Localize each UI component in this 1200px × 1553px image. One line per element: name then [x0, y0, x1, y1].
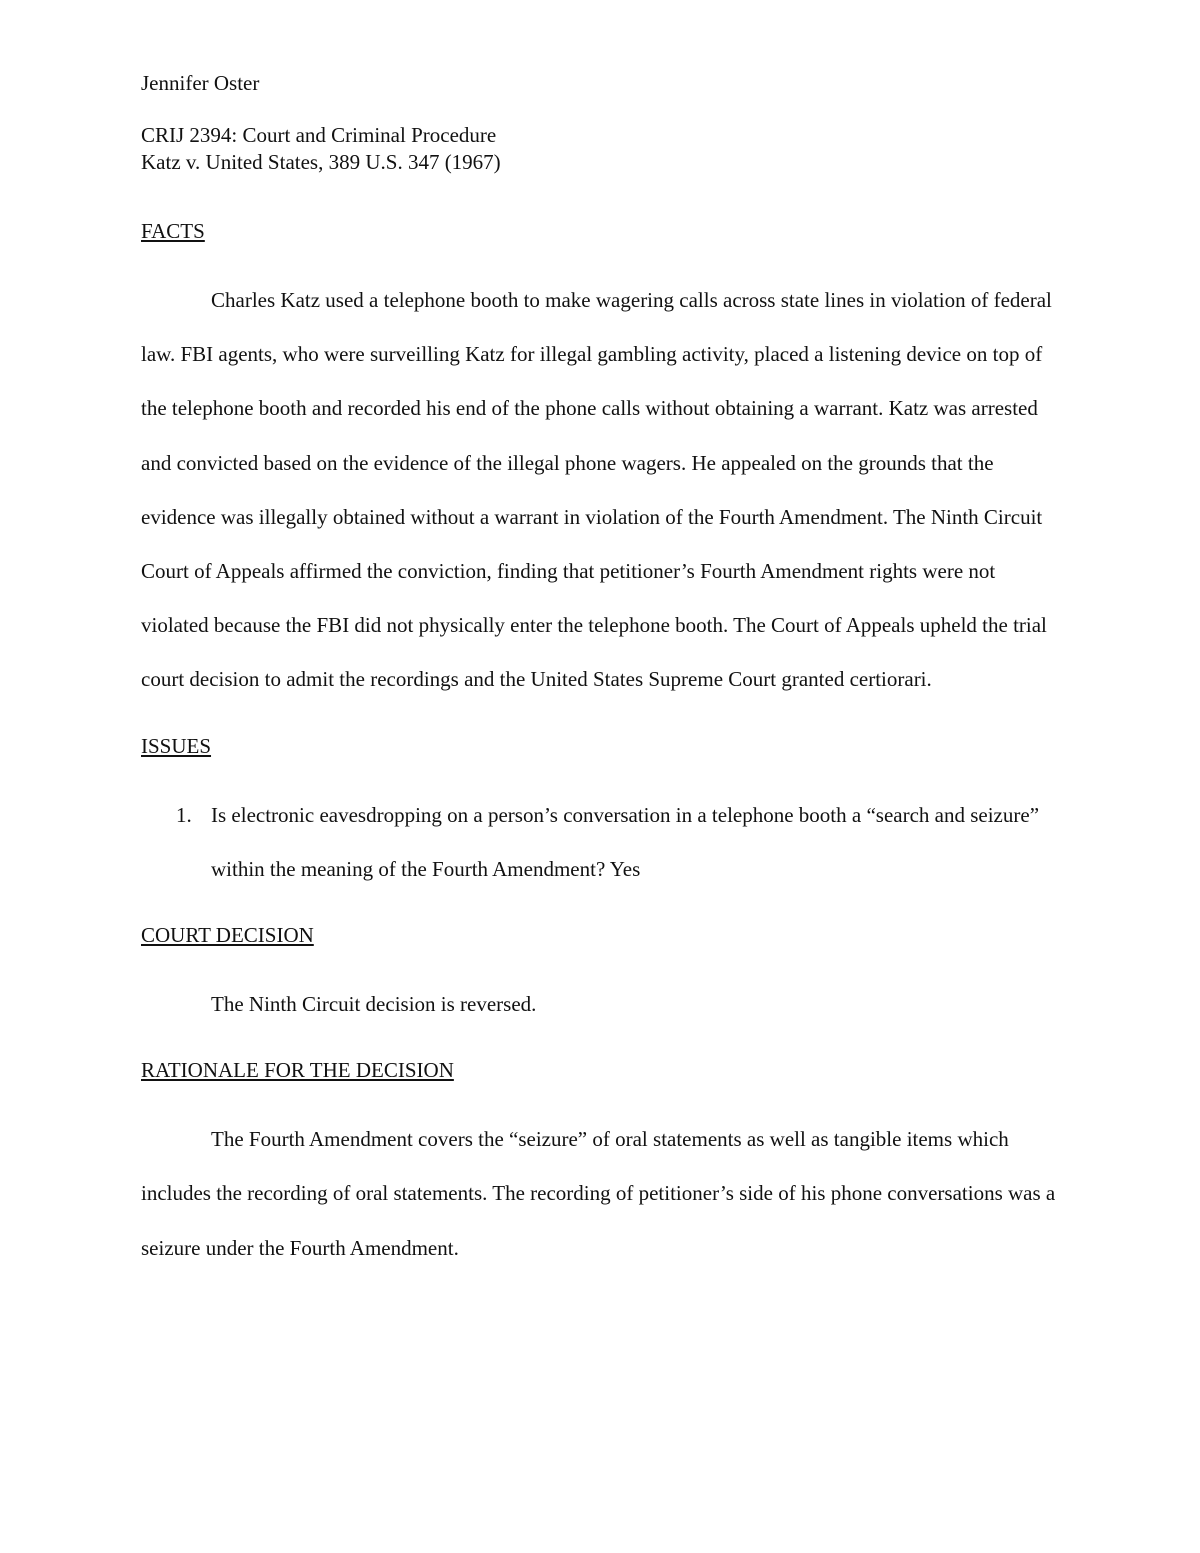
- rationale-paragraph: The Fourth Amendment covers the “seizure” of oral statements as well as tangible items which includes the recording of oral statements. The recording of petitioner’s side of his phone conversations was a seizure under the Fourth Amendment.: [141, 1127, 1056, 1260]
- facts-paragraph: Charles Katz used a telephone booth to make wagering calls across state lines in violation of federal law. FBI agents, who were surveilling Katz for illegal gambling activity, placed a listening device on top of the telephone booth and recorded his end of the phone calls without obtaining a warrant. Katz was arrested and convicted based on the evidence of the illegal phone wagers. He appealed on the grounds that the evidence was illegally obtained without a warrant in violation of the Fourth Amendment. The Ninth Circuit Court of Appeals affirmed the conviction, finding that petitioner’s Fourth Amendment rights were not violated because the FBI did not physically enter the telephone booth. The Court of Appeals upheld the trial court decision to admit the recordings and the United States Supreme Court granted certiorari.: [141, 288, 1052, 692]
- facts-heading: FACTS: [141, 219, 205, 243]
- course-title: CRIJ 2394: Court and Criminal Procedure: [141, 123, 497, 147]
- issues-list: [141, 788, 1061, 896]
- case-citation: Katz v. United States, 389 U.S. 347 (1967): [141, 150, 501, 174]
- list-item: [141, 788, 1061, 896]
- decision-heading: COURT DECISION: [141, 923, 314, 948]
- decision-paragraph: The Ninth Circuit decision is reversed.: [211, 992, 537, 1017]
- author-name: Jennifer Oster: [141, 71, 260, 95]
- issue-number: 1.: [176, 802, 192, 827]
- issue-text: Is electronic eavesdropping on a person’s conversation in a telephone booth a “search and seizure” within the meaning of the Fourth Amendment? Yes: [211, 802, 1040, 881]
- rationale-heading: RATIONALE FOR THE DECISION: [141, 1058, 454, 1083]
- document-body: [141, 70, 1061, 1275]
- issues-heading: ISSUES: [141, 733, 212, 758]
